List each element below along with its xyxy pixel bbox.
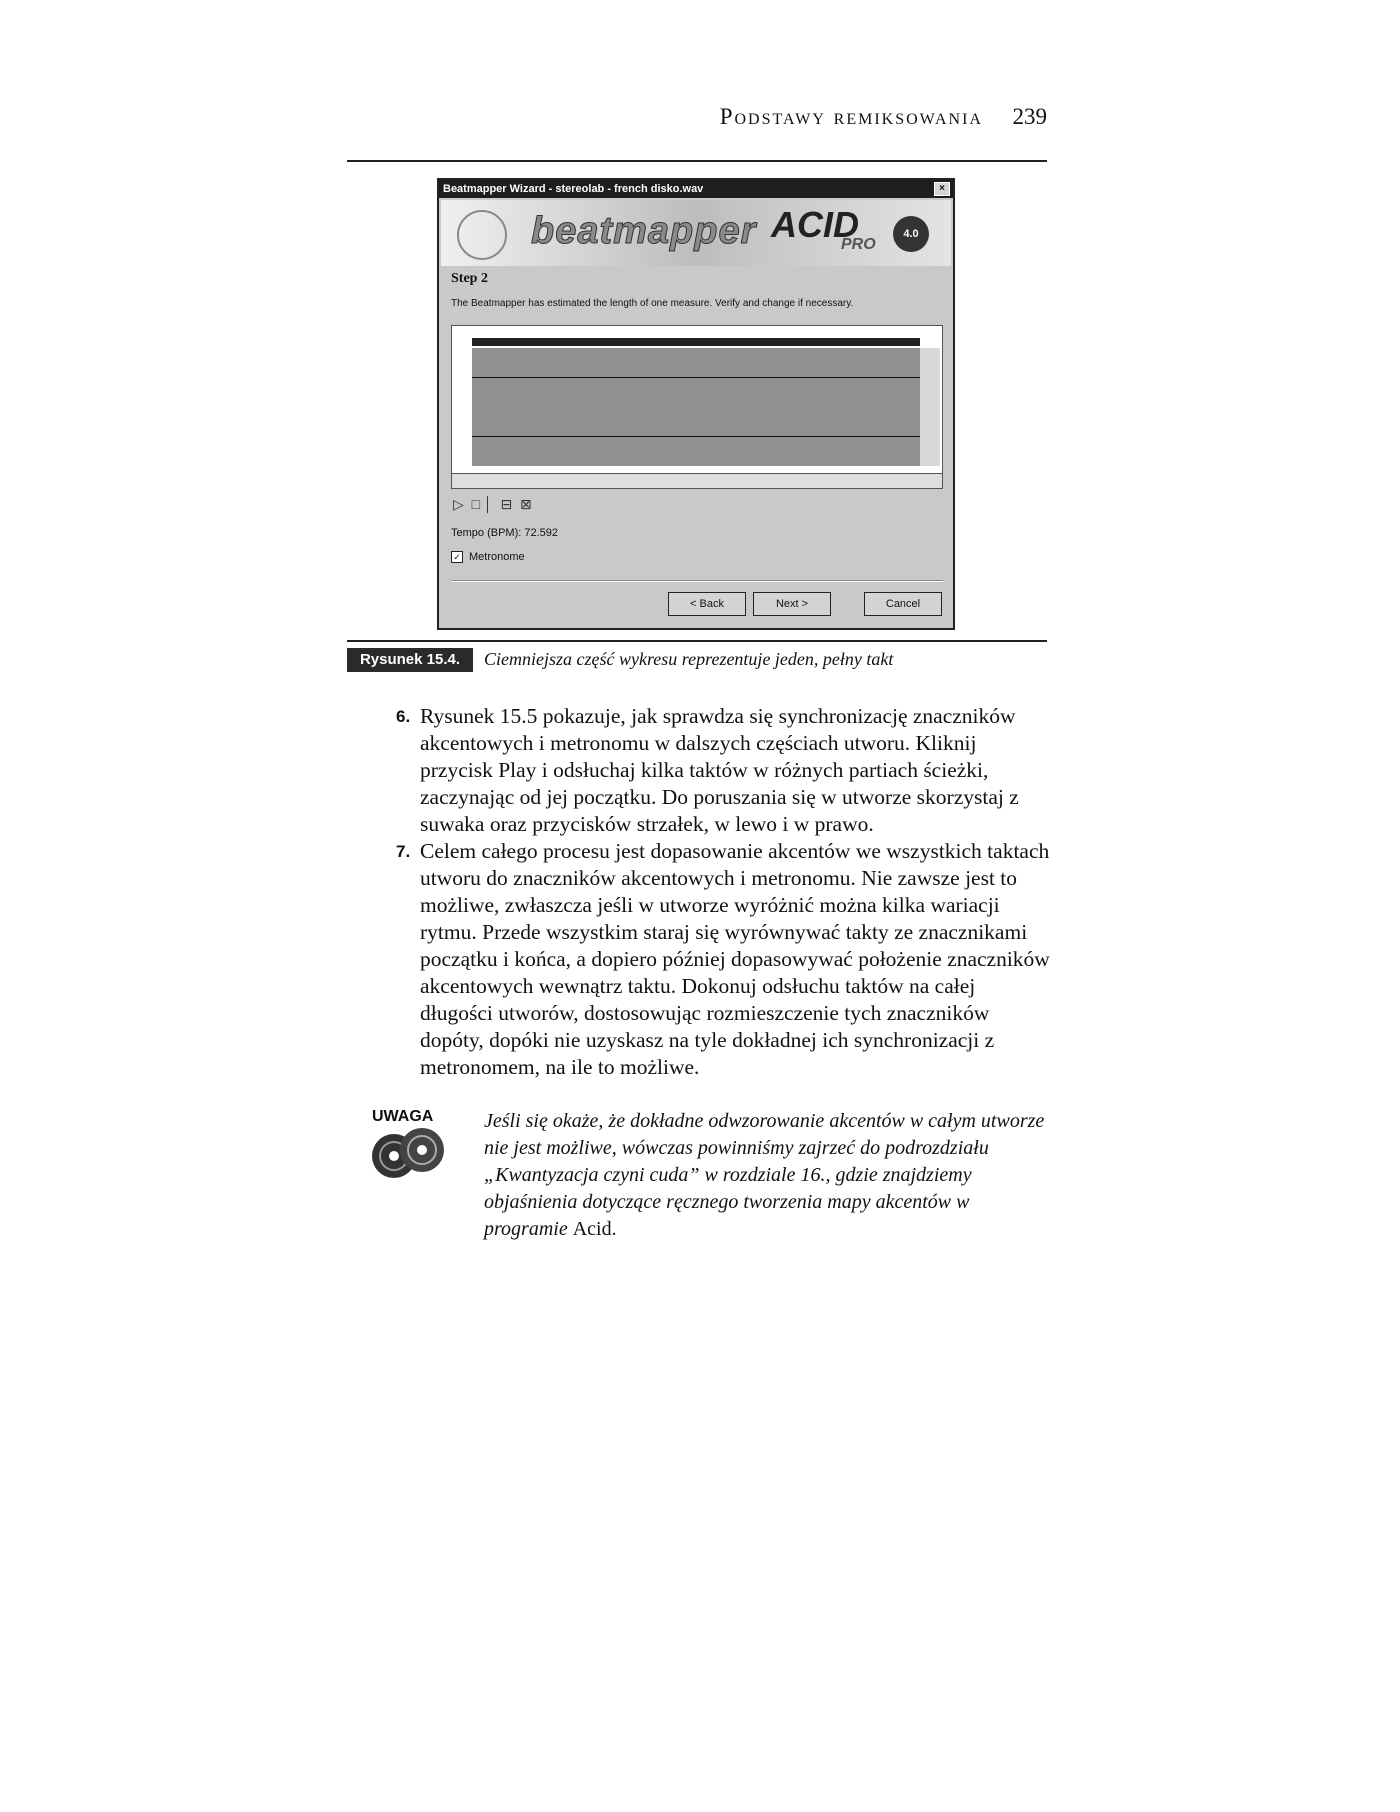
cancel-button[interactable]: Cancel [864, 592, 942, 616]
note-badge [366, 1108, 456, 1182]
waveform-selected-measure [472, 348, 920, 466]
note-body-end: Acid. [572, 1218, 617, 1240]
metronome-label: Metronome [469, 551, 525, 563]
list-item [396, 703, 1050, 838]
running-header [347, 104, 1047, 134]
list-item-text: Celem całego procesu jest dopasowanie akcentów we wszystkich taktach utworu do znaczników akcentowych i metronomu. Nie zawsze jest to możliwe, zwłaszcza jeśli w utworze wyróżnić można kilka wariacji rytmu. Przede wszystkim staraj się wyrównywać takty ze znacznikami początku i końca, a dopiero później dopasowywać położenie znaczników akcentowych wewnątrz taktu. Dokonuj odsłuchu taktów na całej długości utworów, dostosowując rozmieszczenie tych znaczników dopóty, dopóki nie uzyskasz na tyle dokładnej ich synchronizacji z metronomem, na ile to możliwe. [420, 839, 1050, 1079]
running-head-title: Podstawy remiksowania [719, 104, 983, 129]
move-marker-left-icon[interactable]: ⊟ [500, 496, 513, 512]
next-button[interactable]: Next > [753, 592, 831, 616]
caption-text: Ciemniejsza część wykresu reprezentuje jeden, pełny takt [484, 649, 894, 669]
page-number: 239 [1012, 104, 1047, 129]
dialog-titlebar [439, 180, 953, 198]
play-icon[interactable]: ▷ [453, 496, 464, 512]
waveform-circle-icon [457, 210, 507, 260]
close-icon[interactable]: × [934, 182, 950, 196]
waveform-display[interactable] [451, 325, 943, 475]
move-marker-right-icon[interactable]: ⊠ [519, 496, 532, 512]
tempo-readout [451, 527, 558, 539]
caption-rule [347, 640, 1047, 642]
caption-label: Rysunek 15.4. [347, 648, 473, 672]
list-item [396, 838, 1050, 1081]
beatmapper-dialog-figure [437, 178, 955, 630]
waveform-outside-measure [920, 348, 940, 466]
metronome-option[interactable] [451, 551, 525, 563]
back-button[interactable]: < Back [668, 592, 746, 616]
waveform-channel-left [472, 377, 920, 378]
banner-edition-logo: PRO [841, 236, 876, 253]
list-item-number: 7. [396, 842, 411, 861]
list-item-number: 6. [396, 707, 411, 726]
banner-product-logo: beatmapper [531, 210, 757, 252]
metronome-checkbox[interactable]: ✓ [451, 551, 463, 563]
waveform-channel-right [472, 436, 920, 437]
step-description: The Beatmapper has estimated the length of one measure. Verify and change if necessary. [451, 298, 854, 309]
step-title: Step 2 [451, 271, 488, 286]
transport-controls: ▷ □ │ ⊟ ⊠ [453, 496, 532, 512]
note-text [484, 1108, 1054, 1243]
list-item-text: Rysunek 15.5 pokazuje, jak sprawdza się synchronizację znaczników akcentowych i metronomu w dalszych częściach utworu. Kliknij przycisk Play i odsłuchaj kilka taktów w różnych partiach ścieżki, zaczynając od jej początku. Do poruszania się w utworze skorzystaj z suwaka oraz przycisków strzałek, w lewo i w prawo. [420, 704, 1019, 836]
dialog-separator [451, 580, 943, 582]
banner-brand-logo: ACID [771, 204, 859, 245]
waveform-scrollbar[interactable] [451, 473, 943, 489]
stop-icon[interactable]: □ [471, 496, 481, 512]
header-rule [347, 160, 1047, 162]
version-badge: 4.0 [893, 216, 929, 252]
tempo-value: 72.592 [524, 527, 559, 539]
tempo-label: Tempo (BPM): [451, 527, 522, 539]
dialog-title: Beatmapper Wizard - stereolab - french disko.wav [443, 183, 704, 195]
cd-discs-icon [366, 1108, 456, 1182]
note-body: Jeśli się okaże, że dokładne odwzorowanie akcentów w całym utworze nie jest możliwe, wówczas powinniśmy zajrzeć do podrozdziału „Kwantyzacja czyni cuda” w rozdziale 16., gdzie znajdziemy objaśnienia dotyczące ręcznego tworzenia mapy akcentów w programie [484, 1110, 1045, 1240]
product-banner [441, 200, 951, 266]
measure-ruler[interactable] [472, 338, 920, 346]
note-label: UWAGA [372, 1108, 434, 1125]
